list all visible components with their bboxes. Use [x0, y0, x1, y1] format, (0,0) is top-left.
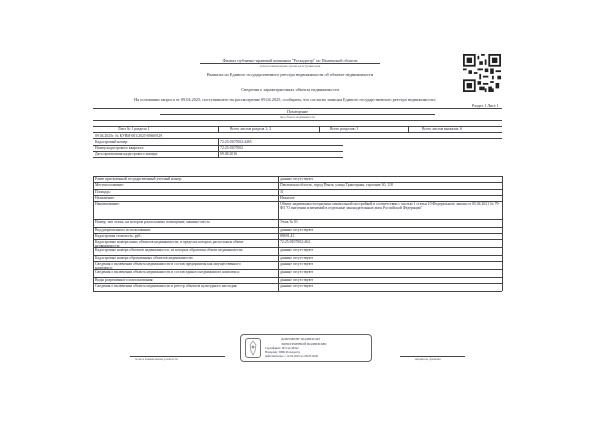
field-value: 31 [280, 189, 284, 194]
stamp-line-5: Действителен: с 12.02.2025 по 08.05.2026 [265, 354, 319, 358]
field-value: данные отсутствуют [280, 277, 314, 282]
id-row-value: 09.08.2016 [220, 151, 238, 156]
document-title: Выписка из Единого государственного реестра недвижимости об объекте недвижимости [206, 72, 374, 77]
field-value: 72:25:0107002:464 [280, 239, 310, 244]
field-value: данные отсутствуют [280, 255, 314, 260]
field-value: данные отсутствуют [280, 176, 314, 181]
agency-caption: полное наименование органа регистрации прав [259, 64, 321, 68]
field-label: Вид разрешенного использования: [95, 227, 151, 232]
qr-code [463, 54, 501, 92]
stamp-line-3: Сертификат: 0b7ce1e0f3a2 [265, 346, 299, 350]
field-value: данные отсутствуют [280, 269, 314, 274]
field-value: данные отсутствуют [280, 247, 314, 252]
field-label: Сведения о включении объекта недвижимости в реестр объектов культурного наследия: [95, 283, 238, 288]
field-label: Наименование: [95, 201, 120, 206]
stamp-line-4: Владелец: ППК Роскадастр [265, 350, 301, 354]
field-label: Виды разрешенного использования: [95, 277, 154, 282]
total-sheet-count: Всего листов выписки: 6 [422, 127, 462, 131]
section-sheet-count: Всего листов раздела 1: 2 [230, 127, 272, 131]
field-value: Объект недвижимости признан самовольной постройкой в соответствии с частью 1 статьи 10 Федерального закона от 05.04.2021 № 79-ФЗ "О внесении изменений в отдельные законодательные акты Российской Федерации" [280, 201, 500, 210]
stamp-line-1: ДОКУМЕНТ ПОДПИСАН [281, 337, 320, 341]
field-value: данные отсутствуют [280, 283, 314, 288]
field-label: Кадастровые номера образованных объектов недвижимости: [95, 255, 194, 260]
id-row-label: Кадастровый номер: [95, 139, 129, 144]
e-signature-stamp [240, 334, 372, 362]
section-count: Всего разделов: 3 [330, 127, 359, 131]
field-label: Номер, тип этажа, на котором расположено помещение, машино-место [95, 219, 210, 224]
field-label: Ранее присвоенный государственный учетный номер: [95, 176, 183, 181]
field-label: Кадастровые номера объектов недвижимости, из которых образован объект недвижимости: [95, 247, 244, 252]
id-row-value: 72:25:0107002 [220, 145, 243, 150]
field-label: Сведения о включении объекта недвижимости в состав предприятия как имущественного комплекса: [95, 261, 241, 270]
field-value: Этаж № 01 [280, 219, 298, 224]
emblem-icon [245, 338, 261, 358]
id-row-value: 72:25:0107002:4465 [220, 139, 252, 144]
object-type-caption: вид объекта недвижимости [280, 115, 315, 119]
field-value: Пензенская область, город Пенза, улица Тракторная, строение 30, 118 [280, 182, 393, 187]
initials-caption: инициалы, фамилия [415, 357, 441, 361]
id-row-label: Дата присвоения кадастрового номера: [95, 151, 159, 156]
agency-name: Филиал публично-правовой компании "Роскадастр" по Пензенской области [222, 58, 358, 63]
position-caption: полное наименование должности [135, 357, 178, 361]
stamp-line-2: ЭЛЕКТРОННОЙ ПОДПИСЬЮ [281, 341, 327, 346]
field-value: 89691.41 [280, 233, 295, 238]
field-value: Нежилое [280, 195, 295, 200]
field-label: Назначение: [95, 195, 115, 200]
field-value: данные отсутствуют [280, 227, 314, 232]
id-row-label: Номер кадастрового квартала: [95, 145, 144, 150]
field-label: Площадь: [95, 189, 111, 194]
field-label: Кадастровая стоимость, руб.: [95, 233, 143, 238]
field-label: Местоположение: [95, 182, 124, 187]
sheet-number: Лист № 1 раздела 1 [118, 127, 150, 131]
object-type: Помещение [287, 109, 308, 114]
document-subtitle: Сведения о характеристиках объекта недвижимости [241, 87, 339, 92]
section-reference: Раздел 1 Лист 1 [472, 103, 499, 108]
field-value: данные отсутствуют [280, 261, 314, 266]
field-label: Кадастровые номера иных объектов недвижимости, в пределах которых расположен объект недвижимости: [95, 239, 244, 248]
request-line: На основании запроса от 09.04.2025, поступившего на рассмотрение 09.04.2025, сообщаем, что согласно записям Единого государственного реестра недвижимости: [134, 97, 436, 102]
field-label: Сведения о включении объекта недвижимости в состав единого недвижимого комплекса: [95, 269, 240, 274]
doc-number: 09.04.2025г. № КУВИ-001/2025-80669129 [95, 134, 163, 138]
